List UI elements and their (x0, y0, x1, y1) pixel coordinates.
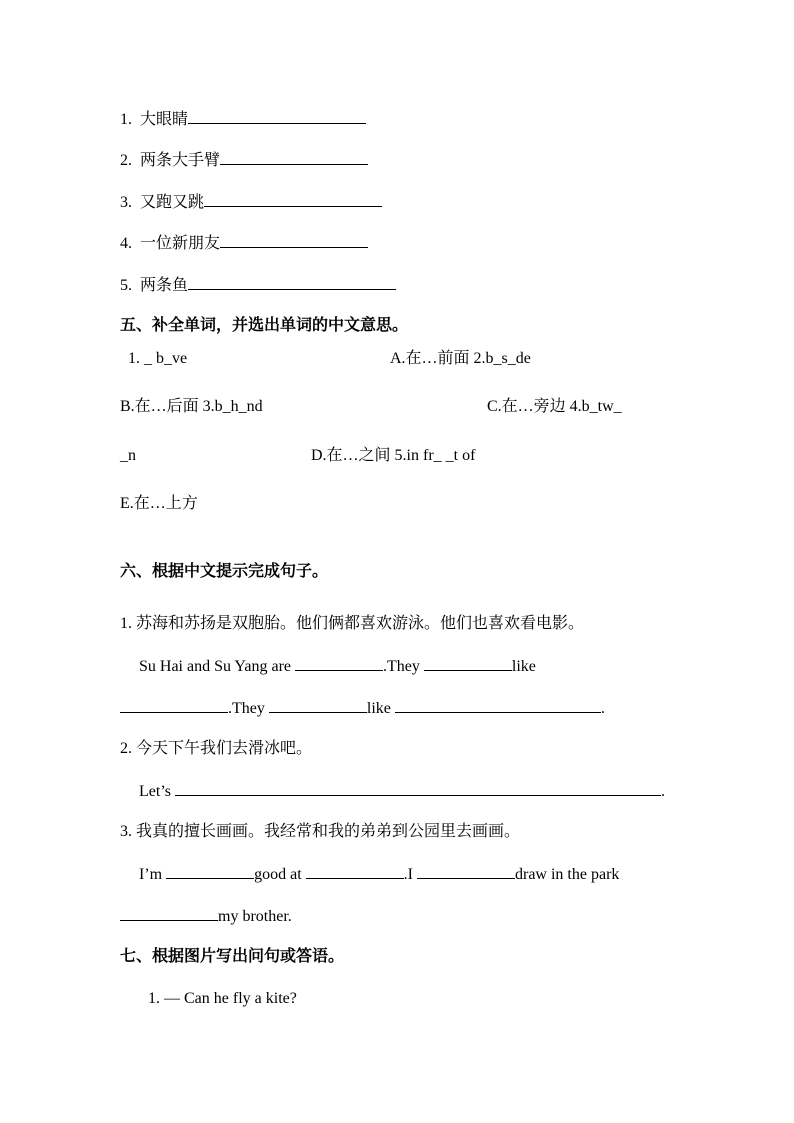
q2-text-a: Let’s (139, 783, 171, 800)
part4-item-5 (120, 274, 396, 296)
answer-blank[interactable] (306, 863, 404, 879)
answer-blank[interactable] (424, 655, 512, 671)
item-text: 大眼睛 (140, 111, 189, 128)
q1-end: . (600, 700, 605, 717)
part4-item-4 (120, 232, 368, 254)
part5-heading: 五、补全单词，并选出单词的中文意思。 (120, 317, 409, 334)
item-text: 两条大手臂 (140, 152, 221, 169)
item-number: 2. (120, 152, 132, 169)
answer-blank[interactable] (166, 863, 254, 879)
answer-blank[interactable] (175, 780, 661, 796)
item-number: 3. (120, 194, 132, 211)
answer-blank[interactable] (120, 905, 218, 921)
answer-blank[interactable] (295, 655, 383, 671)
part5-row1-left: 1. _ b_ve (128, 350, 188, 367)
part6-q3-english-line1 (139, 863, 619, 885)
q1-text-b: .They (383, 658, 420, 675)
q1-text-c: like (511, 658, 536, 675)
part5-row1-right: A.在…前面 2.b_s_de (390, 350, 531, 367)
item-text: 一位新朋友 (140, 235, 221, 252)
answer-blank[interactable] (188, 274, 396, 290)
answer-blank[interactable] (417, 863, 515, 879)
answer-blank[interactable] (220, 232, 368, 248)
part6-q3-english-line2 (120, 905, 292, 927)
q3-text-c: .I (403, 866, 413, 883)
answer-blank[interactable] (220, 149, 368, 165)
part6-q3-chinese: 3. 我真的擅长画画。我经常和我的弟弟到公园里去画画。 (120, 823, 521, 840)
answer-blank[interactable] (269, 697, 367, 713)
item-number: 4. (120, 235, 132, 252)
part5-row4-left: E.在…上方 (120, 495, 198, 512)
q3-text-d: draw in the park (514, 866, 620, 883)
q3-text-a: I’m (139, 866, 163, 883)
part6-q1-chinese: 1. 苏海和苏扬是双胞胎。他们俩都喜欢游泳。他们也喜欢看电影。 (120, 615, 585, 632)
part6-q2-english (139, 780, 665, 802)
part6-heading: 六、根据中文提示完成句子。 (120, 563, 329, 580)
part6-q1-english-line2 (120, 697, 605, 719)
part5-row2-right: C.在…旁边 4.b_tw_ (487, 398, 622, 415)
part7-heading: 七、根据图片写出问句或答语。 (120, 948, 345, 965)
item-text: 又跑又跳 (140, 194, 205, 211)
part4-item-2 (120, 149, 368, 171)
q3-text-b: good at (254, 866, 302, 883)
answer-blank[interactable] (120, 697, 228, 713)
q1-text-e: like (366, 700, 391, 717)
part6-q2-chinese: 2. 今天下午我们去滑冰吧。 (120, 740, 313, 757)
part6-q1-english-line1 (139, 655, 536, 677)
part4-item-1 (120, 108, 366, 130)
q3-text-e: my brother. (218, 908, 292, 925)
item-number: 5. (120, 277, 132, 294)
part5-row2-left: B.在…后面 3.b_h_nd (120, 398, 263, 415)
q1-text-d: .They (228, 700, 265, 717)
answer-blank[interactable] (188, 108, 366, 124)
q2-end: . (661, 783, 665, 800)
q1-text-a: Su Hai and Su Yang are (139, 658, 291, 675)
part7-q1: 1. — Can he fly a kite? (148, 990, 297, 1007)
part5-row3-left: _n (120, 447, 136, 464)
answer-blank[interactable] (395, 697, 601, 713)
item-text: 两条鱼 (140, 277, 189, 294)
part5-row3-right: D.在…之间 5.in fr_ _t of (311, 447, 476, 464)
answer-blank[interactable] (204, 191, 382, 207)
part4-item-3 (120, 191, 382, 213)
item-number: 1. (120, 111, 132, 128)
